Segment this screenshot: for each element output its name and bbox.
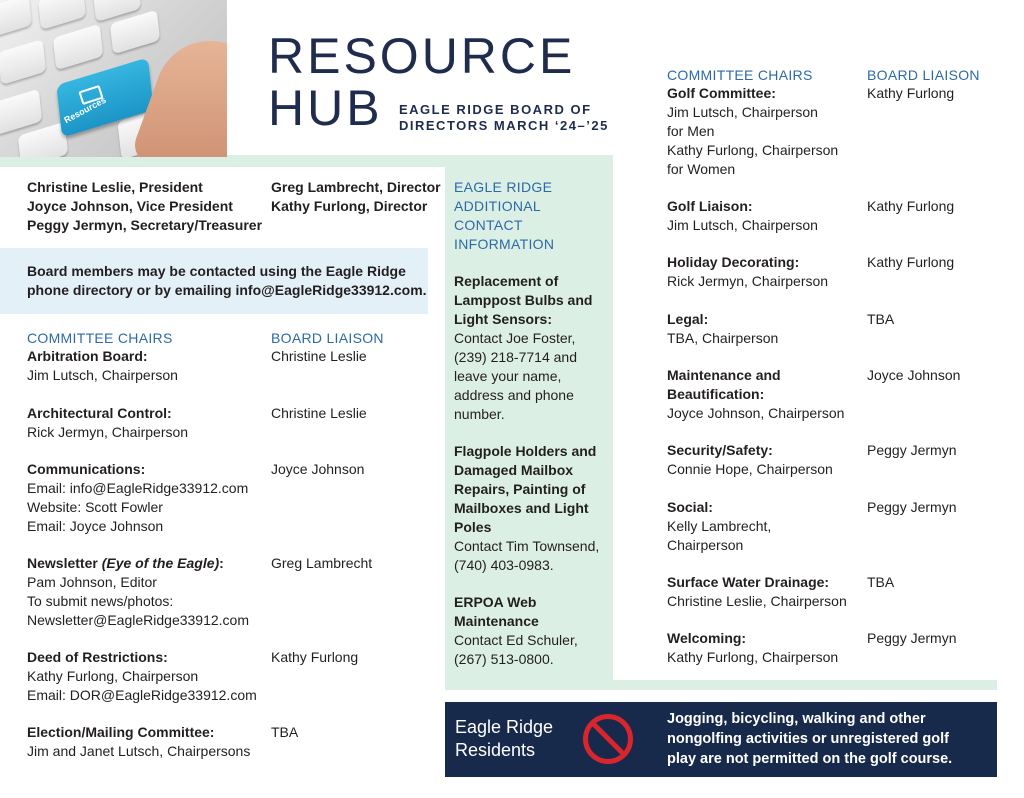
committee-liaison: Joyce Johnson bbox=[271, 461, 365, 477]
committee-detail: Email: Joyce Johnson bbox=[27, 518, 164, 534]
committee-detail: Rick Jermyn, Chairperson bbox=[27, 424, 189, 440]
committee-name: Beautification: bbox=[667, 386, 765, 402]
committee-liaison: Peggy Jermyn bbox=[867, 442, 957, 458]
committee-name-part: Newsletter bbox=[27, 555, 102, 571]
keyboard-key bbox=[53, 24, 103, 71]
no-entry-icon bbox=[583, 714, 633, 764]
contact-body: (740) 403-0983. bbox=[454, 557, 554, 573]
committee-chairs-header: COMMITTEE CHAIRS bbox=[27, 330, 173, 346]
contact-title: Poles bbox=[454, 519, 492, 535]
committee-detail: Jim Lutsch, Chairperson bbox=[667, 217, 818, 233]
committee-detail: for Men bbox=[667, 123, 715, 139]
contact-body: leave your name, bbox=[454, 368, 562, 384]
board-member: Greg Lambrecht, Director bbox=[271, 179, 441, 195]
banner-message-line: Jogging, bicycling, walking and other bbox=[667, 711, 926, 727]
newsletter-name-italic: (Eye of the Eagle) bbox=[101, 555, 220, 571]
committee-name: Maintenance and bbox=[667, 367, 781, 383]
committee-chairs-header: COMMITTEE CHAIRS bbox=[667, 67, 813, 83]
additional-heading: INFORMATION bbox=[454, 236, 555, 252]
contact-title: Replacement of bbox=[454, 273, 559, 289]
committee-liaison: Peggy Jermyn bbox=[867, 630, 957, 646]
committee-name: Arbitration Board: bbox=[27, 348, 148, 364]
committee-detail: Chairperson bbox=[667, 537, 744, 553]
committee-liaison: TBA bbox=[867, 574, 895, 590]
committee-liaison: Greg Lambrecht bbox=[271, 555, 373, 571]
contact-note-line: phone directory or by emailing info@EagleRidge33912.com. bbox=[27, 282, 427, 298]
board-liaison-header: BOARD LIAISON bbox=[271, 330, 384, 346]
contact-body: Contact Tim Townsend, bbox=[454, 538, 600, 554]
contact-title: Maintenance bbox=[454, 613, 539, 629]
contact-note-line: Board members may be contacted using the Eagle Ridge bbox=[27, 263, 406, 279]
keyboard-photo bbox=[0, 0, 227, 157]
additional-heading: ADDITIONAL bbox=[454, 198, 542, 214]
committee-detail: Kathy Furlong, Chairperson bbox=[667, 649, 839, 665]
mint-band-bottom bbox=[445, 680, 997, 690]
committee-detail: Joyce Johnson, Chairperson bbox=[667, 405, 845, 421]
board-member: Peggy Jermyn, Secretary/Treasurer bbox=[27, 217, 263, 233]
board-member: Joyce Johnson, Vice President bbox=[27, 198, 233, 214]
committee-name: Surface Water Drainage: bbox=[667, 574, 830, 590]
title-line-1: RESOURCE bbox=[268, 28, 576, 84]
contact-title: Repairs, Painting of bbox=[454, 481, 586, 497]
board-member: Kathy Furlong, Director bbox=[271, 198, 428, 214]
contact-body: Contact Joe Foster, bbox=[454, 330, 576, 346]
committee-liaison: Peggy Jermyn bbox=[867, 499, 957, 515]
committee-name-suffix: : bbox=[219, 555, 224, 571]
subtitle-line-1: EAGLE RIDGE BOARD OF bbox=[399, 102, 592, 117]
committee-detail: Newsletter@EagleRidge33912.com bbox=[27, 612, 249, 628]
contact-title: Mailboxes and Light bbox=[454, 500, 589, 516]
committee-name: Communications: bbox=[27, 461, 146, 477]
committee-detail: Website: Scott Fowler bbox=[27, 499, 163, 515]
committee-detail: Jim Lutsch, Chairperson bbox=[667, 104, 818, 120]
contact-body: address and phone bbox=[454, 387, 574, 403]
board-member: Christine Leslie, President bbox=[27, 179, 203, 195]
committee-detail: Pam Johnson, Editor bbox=[27, 574, 157, 590]
committee-name: Deed of Restrictions: bbox=[27, 649, 168, 665]
keyboard-key bbox=[0, 0, 32, 37]
committee-detail: Rick Jermyn, Chairperson bbox=[667, 273, 829, 289]
committee-detail: Christine Leslie, Chairperson bbox=[667, 593, 847, 609]
committee-detail: Kathy Furlong, Chairperson bbox=[27, 668, 199, 684]
banner-audience-line: Residents bbox=[455, 740, 536, 760]
committee-name: Golf Liaison: bbox=[667, 198, 753, 214]
page-subtitle bbox=[399, 102, 609, 134]
committee-name: Social: bbox=[667, 499, 713, 515]
committee-name: Architectural Control: bbox=[27, 405, 172, 421]
contact-body: (239) 218-7714 and bbox=[454, 349, 577, 365]
keyboard-key bbox=[0, 89, 42, 136]
keyboard-key bbox=[110, 10, 160, 55]
banner-message-line: nongolfing activities or unregistered golf bbox=[667, 731, 949, 747]
banner-audience-line: Eagle Ridge bbox=[455, 717, 554, 737]
keyboard-key bbox=[38, 0, 86, 30]
committee-detail: Email: DOR@EagleRidge33912.com bbox=[27, 687, 257, 703]
contact-body: Contact Ed Schuler, bbox=[454, 632, 578, 648]
committee-detail: Jim and Janet Lutsch, Chairpersons bbox=[27, 743, 251, 759]
committee-name bbox=[27, 554, 224, 573]
additional-heading: EAGLE RIDGE bbox=[454, 179, 553, 195]
committee-liaison: Kathy Furlong bbox=[271, 649, 359, 665]
contact-body: (267) 513-0800. bbox=[454, 651, 554, 667]
committee-detail: TBA, Chairperson bbox=[667, 330, 779, 346]
keyboard-key bbox=[0, 39, 46, 85]
committee-name: Security/Safety: bbox=[667, 442, 773, 458]
committee-name: Golf Committee: bbox=[667, 85, 776, 101]
resources-key-label: Resources bbox=[62, 94, 108, 126]
committee-name: Election/Mailing Committee: bbox=[27, 724, 215, 740]
committee-name: Legal: bbox=[667, 311, 709, 327]
committee-detail: Jim Lutsch, Chairperson bbox=[27, 367, 178, 383]
committee-liaison: TBA bbox=[271, 724, 299, 740]
committee-detail: Kathy Furlong, Chairperson bbox=[667, 142, 839, 158]
committee-liaison: Kathy Furlong bbox=[867, 85, 955, 101]
committee-detail: Email: info@EagleRidge33912.com bbox=[27, 480, 249, 496]
committee-name: Holiday Decorating: bbox=[667, 254, 800, 270]
board-liaison-header: BOARD LIAISON bbox=[867, 67, 980, 83]
contact-body: number. bbox=[454, 406, 505, 422]
committee-liaison: Kathy Furlong bbox=[867, 254, 955, 270]
contact-title: ERPOA Web bbox=[454, 594, 537, 610]
title-line-2: HUB bbox=[268, 80, 383, 136]
committee-liaison: TBA bbox=[867, 311, 895, 327]
contact-title: Lamppost Bulbs and bbox=[454, 292, 593, 308]
additional-heading: CONTACT bbox=[454, 217, 523, 233]
committee-liaison: Kathy Furlong bbox=[867, 198, 955, 214]
committee-liaison: Christine Leslie bbox=[271, 405, 367, 421]
committee-detail: for Women bbox=[667, 161, 736, 177]
banner-audience bbox=[455, 716, 553, 762]
committee-liaison: Christine Leslie bbox=[271, 348, 367, 364]
committee-liaison: Joyce Johnson bbox=[867, 367, 961, 383]
contact-title: Light Sensors: bbox=[454, 311, 553, 327]
committee-detail: To submit news/photos: bbox=[27, 593, 174, 609]
banner-message-line: play are not permitted on the golf course. bbox=[667, 751, 953, 767]
contact-title: Damaged Mailbox bbox=[454, 462, 574, 478]
committee-detail: Kelly Lambrecht, bbox=[667, 518, 772, 534]
contact-title: Flagpole Holders and bbox=[454, 443, 597, 459]
committee-detail: Connie Hope, Chairperson bbox=[667, 461, 833, 477]
banner-message bbox=[667, 709, 987, 769]
committee-name: Welcoming: bbox=[667, 630, 747, 646]
subtitle-line-2: DIRECTORS MARCH ‘24–’25 bbox=[399, 118, 609, 133]
